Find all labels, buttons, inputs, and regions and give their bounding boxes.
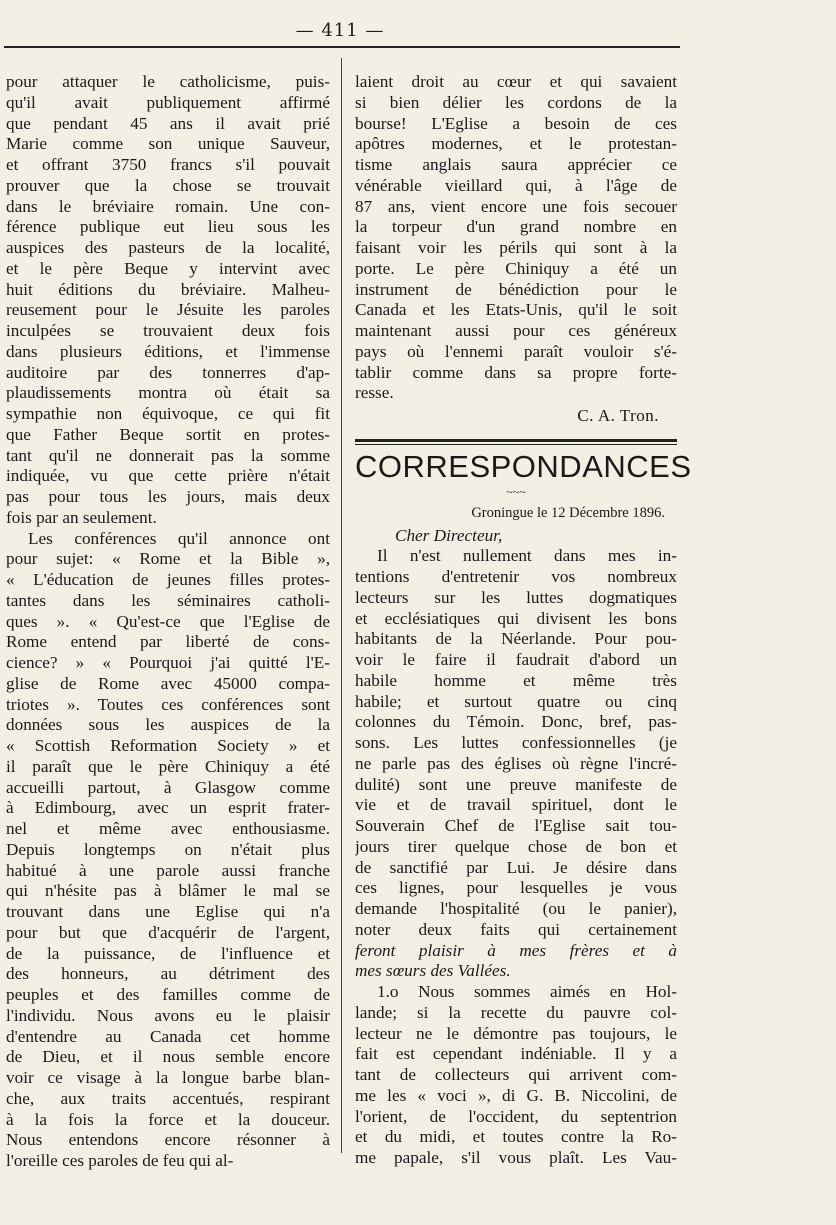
text-line: 87 ans, vient encore une fois secouer: [355, 196, 677, 216]
text-line: jours tirer quelque chose de bon et: [355, 836, 677, 856]
text-line: trouvant dans une Eglise qui n'a: [6, 902, 330, 921]
text-line: voir ce visage à la longue barbe blan-: [6, 1068, 330, 1087]
text-line: 1.o Nous sommes aimés en Hol-: [377, 982, 677, 1001]
section-rule-thin: [355, 444, 677, 445]
text-line: ne parle pas des églises où règne l'incré-: [355, 753, 677, 773]
text-line: si bien délier les cordons de la: [355, 92, 677, 112]
text-line: me les « voci », di G. B. Niccolini, de: [355, 1085, 677, 1105]
text-line: triotes ». Toutes ces conférences sont: [6, 694, 330, 714]
text-line: il paraît que le père Chiniquy a été: [6, 756, 330, 776]
text-line: habitué à une parole aussi franche: [6, 860, 330, 880]
text-line: feront plaisir à mes frères et à: [355, 940, 677, 960]
text-line: et le père Beque y intervint avec: [6, 258, 330, 278]
text-line: tablir comme dans sa propre forte-: [355, 362, 677, 382]
text-line: tisme anglais saura apprécier ce: [355, 155, 677, 174]
text-line: dans le bréviaire romain. Une con-: [6, 196, 330, 216]
letter-salutation: Cher Directeur,: [395, 525, 503, 545]
text-line: qui n'hésite pas à blâmer le mal se: [6, 881, 330, 901]
text-line: lande; si la recette du pauvre col-: [355, 1002, 677, 1022]
text-line: Canada et les Etats-Unis, qu'il le soit: [355, 300, 677, 320]
text-line: apôtres modernes, et le protestan-: [355, 134, 677, 154]
text-line: bourse! L'Eglise a besoin de ces: [355, 113, 677, 133]
text-line: cience? » « Pourquoi j'ai quitté l'E-: [6, 653, 330, 672]
text-line: que Father Beque sortit en protes-: [6, 424, 330, 444]
text-line: resse.: [355, 383, 394, 403]
letter-body: [355, 546, 677, 940]
section-rule-thick: [355, 439, 677, 442]
text-line: d'entendre au Canada cet homme: [6, 1026, 330, 1046]
text-line: noter deux faits qui certainement: [355, 919, 677, 939]
text-line: Il n'est nullement dans mes in-: [377, 546, 677, 566]
text-line: accueilli partout, à Glasgow comme: [6, 777, 330, 797]
text-line: et du midi, et toutes contre la Ro-: [355, 1127, 677, 1147]
text-line: lecteur ne le démontre pas toujours, le: [355, 1023, 677, 1043]
text-line: plaudissements montra où était sa: [6, 383, 330, 403]
author-signature: C. A. Tron.: [577, 406, 659, 425]
text-line: pour sujet: « Rome et la Bible »,: [6, 549, 330, 569]
text-line: vie et de travail spirituel, dont le: [355, 795, 677, 815]
text-line: de sanctifié par Lui. Je désire dans: [355, 857, 677, 877]
text-line: mes sœurs des Vallées.: [355, 961, 511, 981]
text-line: Souverain Chef de l'Eglise sait tou-: [355, 816, 677, 835]
text-line: habile; et surtout quatre ou cinq: [355, 691, 677, 711]
text-line: dulité) sont une preuve manifeste de: [355, 774, 677, 794]
section-heading: CORRESPONDANCES: [355, 448, 692, 484]
text-line: instrument de bénédiction pour le: [355, 279, 677, 299]
text-line: lecteurs sur les luttes dogmatiques: [355, 587, 677, 607]
text-line: de la puissance, de l'influence et: [6, 943, 330, 963]
letter-italic-phrase: [355, 941, 677, 983]
text-line: faisant voir les périls qui sont à la: [355, 238, 677, 257]
text-line: peuples et des familles comme de: [6, 985, 330, 1004]
text-line: laient droit au cœur et qui savaient: [355, 72, 677, 91]
letter-body-continued: [355, 982, 677, 1169]
text-line: che, aux traits accentués, respirant: [6, 1088, 330, 1108]
text-line: et offrant 3750 francs s'il pouvait: [6, 155, 330, 174]
text-line: auditoire par des tonnerres d'ap-: [6, 362, 330, 382]
text-line: ces lignes, pour lesquelles je vous: [355, 878, 677, 898]
text-line: colonnes du Témoin. Donc, bref, pas-: [355, 712, 677, 732]
text-line: qu'il avait publiquement affirmé: [6, 92, 330, 112]
text-line: l'individu. Nous avons eu le plaisir: [6, 1005, 330, 1025]
text-line: tantes dans les séminaires catholi-: [6, 590, 330, 610]
text-line: huit éditions du bréviaire. Malheu-: [6, 279, 330, 299]
text-line: voir le faire il faudrait d'abord un: [355, 650, 677, 669]
text-line: me papale, s'il vous plaît. Les Vau-: [355, 1148, 677, 1167]
text-line: à Edimbourg, avec un esprit frater-: [6, 798, 330, 818]
text-line: habitants de la Néerlande. Pour pou-: [355, 629, 677, 649]
text-line: Rome entend par liberté de cons-: [6, 632, 330, 652]
text-line: données sous les auspices de la: [6, 715, 330, 735]
text-line: l'orient, de l'occident, du septentrion: [355, 1106, 677, 1126]
text-line: dans plusieurs éditions, et l'immense: [6, 341, 330, 361]
heading-ornament: ~~~: [506, 484, 526, 499]
text-line: demande l'hospitalité (ou le panier),: [355, 899, 677, 918]
text-line: tant qu'il ne donnerait pas la somme: [6, 445, 330, 465]
text-line: férence publique eut lieu sous les: [6, 217, 330, 237]
text-line: l'oreille ces paroles de feu qui al-: [6, 1151, 234, 1170]
column-divider: [341, 58, 342, 1153]
text-line: reusement pour le Jésuite les paroles: [6, 300, 330, 320]
left-column: [6, 72, 330, 1172]
text-line: porte. Le père Chiniquy a été un: [355, 258, 677, 278]
text-line: nel et même avec enthousiasme.: [6, 819, 330, 838]
header-rule: [4, 46, 680, 48]
text-line: tentions d'entretenir vos nombreux: [355, 567, 677, 586]
text-line: Nous entendons encore résonner à: [6, 1130, 330, 1150]
text-line: et ecclésiatiques qui divisent les bons: [355, 608, 677, 628]
text-line: prouver que la chose se trouvait: [6, 175, 330, 195]
text-line: inculpées se trouvaient deux fois: [6, 321, 330, 340]
text-line: Depuis longtemps on n'était plus: [6, 839, 330, 859]
text-line: « Scottish Reformation Society » et: [6, 736, 330, 755]
right-column: [355, 72, 692, 1169]
text-line: glise de Rome avec 45000 compa-: [6, 673, 330, 693]
article-continuation: [355, 72, 677, 404]
text-line: à la fois la force et la douceur.: [6, 1109, 330, 1129]
text-line: pas pour tous les jours, mais deux: [6, 487, 330, 506]
page-number: — 411 —: [295, 20, 385, 41]
text-line: de Dieu, et il nous semble encore: [6, 1047, 330, 1067]
text-line: Les conférences qu'il annonce ont: [28, 528, 330, 548]
text-line: indiquée, vu que cette prière n'était: [6, 466, 330, 486]
text-line: pour but que d'acquérir de l'argent,: [6, 922, 330, 942]
text-line: pays où l'ennemi paraît vouloir s'é-: [355, 341, 677, 361]
text-line: tant de collecteurs qui arrivent com-: [355, 1065, 677, 1084]
text-line: maintenant aussi pour ces généreux: [355, 321, 677, 340]
text-line: sympathie non équivoque, ce qui fit: [6, 404, 330, 423]
text-line: « L'éducation de jeunes filles protes-: [6, 570, 330, 589]
letter-dateline: Groningue le 12 Décembre 1896.: [471, 504, 665, 521]
text-line: sons. Les luttes confessionnelles (je: [355, 733, 677, 752]
text-line: Marie comme son unique Sauveur,: [6, 134, 330, 154]
text-line: que pendant 45 ans il avait prié: [6, 113, 330, 133]
text-line: fait est cependant indéniable. Il y a: [355, 1044, 677, 1064]
text-line: fois par an seulement.: [6, 507, 157, 527]
text-line: des honneurs, au détriment des: [6, 964, 330, 984]
text-line: vénérable vieillard qui, à l'âge de: [355, 175, 677, 195]
text-line: la torpeur d'un grand nombre en: [355, 217, 677, 237]
text-line: ques ». « Qu'est-ce que l'Eglise de: [6, 611, 330, 631]
text-line: habile homme et même très: [355, 670, 677, 690]
text-line: pour attaquer le catholicisme, puis-: [6, 72, 330, 91]
text-line: auspices des pasteurs de la localité,: [6, 238, 330, 257]
